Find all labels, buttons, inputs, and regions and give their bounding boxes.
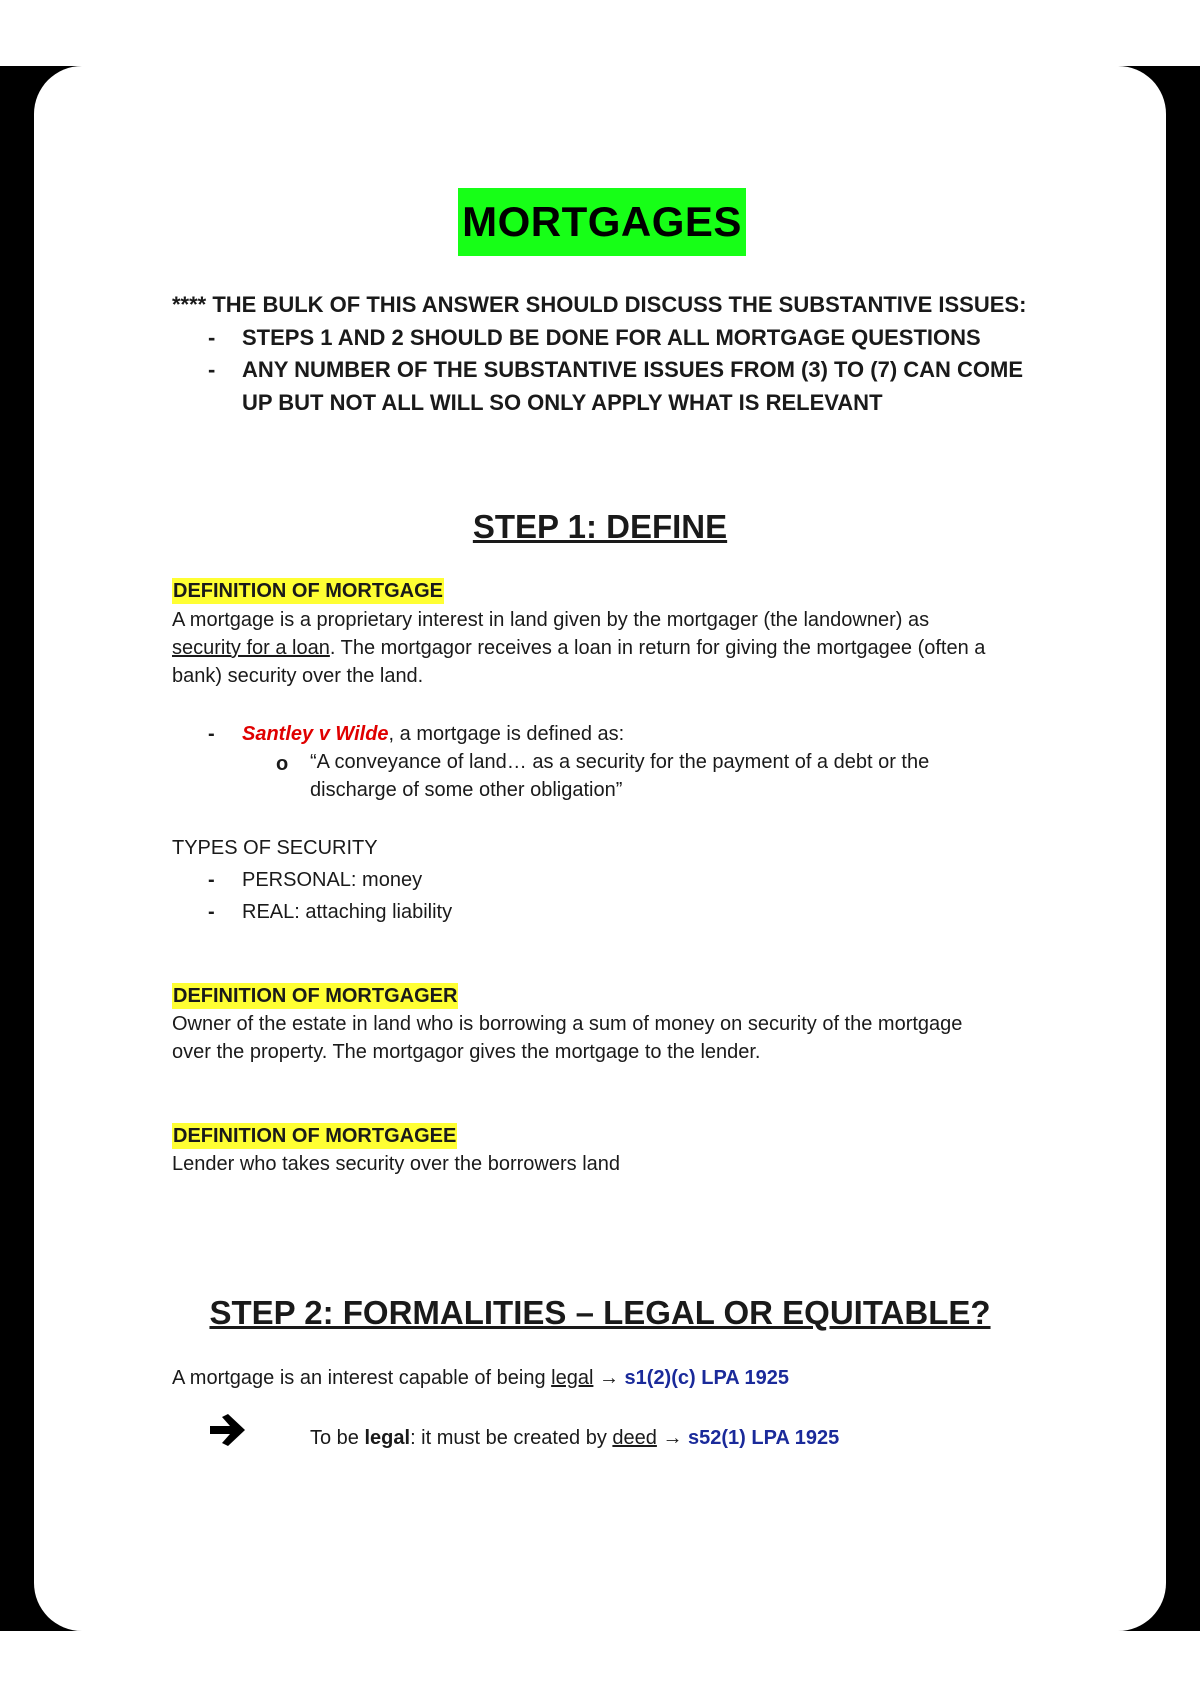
security-types-heading: TYPES OF SECURITY bbox=[172, 837, 378, 859]
case-name: Santley v Wilde bbox=[242, 723, 389, 745]
step1-heading: STEP 1: DEFINE bbox=[472, 508, 728, 545]
arrow-icon: → bbox=[656, 1427, 689, 1449]
bold-arrow-icon bbox=[208, 1413, 248, 1452]
legal-deed-text: To be legal: it must be created by deed → s52(1) LPA 1925 bbox=[310, 1427, 840, 1449]
security-for-loan-text: security for a loan bbox=[172, 637, 330, 659]
legal-capability-text: A mortgage is an interest capable of being legal → s1(2)(c) LPA 1925 bbox=[172, 1367, 790, 1389]
statute-reference: s52(1) LPA 1925 bbox=[688, 1427, 840, 1449]
mortgage-definition-label: DEFINITION OF MORTGAGE bbox=[173, 580, 443, 602]
notice-intro: **** THE BULK OF THIS ANSWER SHOULD DISCUSS THE SUBSTANTIVE ISSUES: bbox=[172, 292, 1027, 317]
step2-heading: STEP 2: FORMALITIES – LEGAL OR EQUITABLE? bbox=[209, 1294, 991, 1331]
mortgagee-definition-label: DEFINITION OF MORTGAGEE bbox=[173, 1125, 457, 1147]
statute-reference: s1(2)(c) LPA 1925 bbox=[624, 1367, 790, 1389]
mortgagee-definition-text: Lender who takes security over the borrowers land bbox=[172, 1153, 621, 1175]
mortgager-definition-text: Owner of the estate in land who is borrowing a sum of money on security of the mortgage over the property. The mortgagor gives the mortgage to the lender. bbox=[172, 1013, 963, 1063]
case-quote: “A conveyance of land… as a security for the payment of a debt or the discharge of some other obligation” bbox=[310, 751, 930, 801]
page-title: MORTGAGES bbox=[458, 188, 746, 256]
sub-bullet-icon: o bbox=[276, 753, 289, 775]
mortgager-definition-label: DEFINITION OF MORTGAGER bbox=[173, 985, 458, 1007]
arrow-icon: → bbox=[593, 1367, 625, 1389]
mortgage-definition-text: A mortgage is a proprietary interest in land given by the mortgager (the landowner) as security for a loan. The mortgagor receives a loan in return for giving the mortgagee (often a bank) security over the land. bbox=[172, 609, 986, 687]
